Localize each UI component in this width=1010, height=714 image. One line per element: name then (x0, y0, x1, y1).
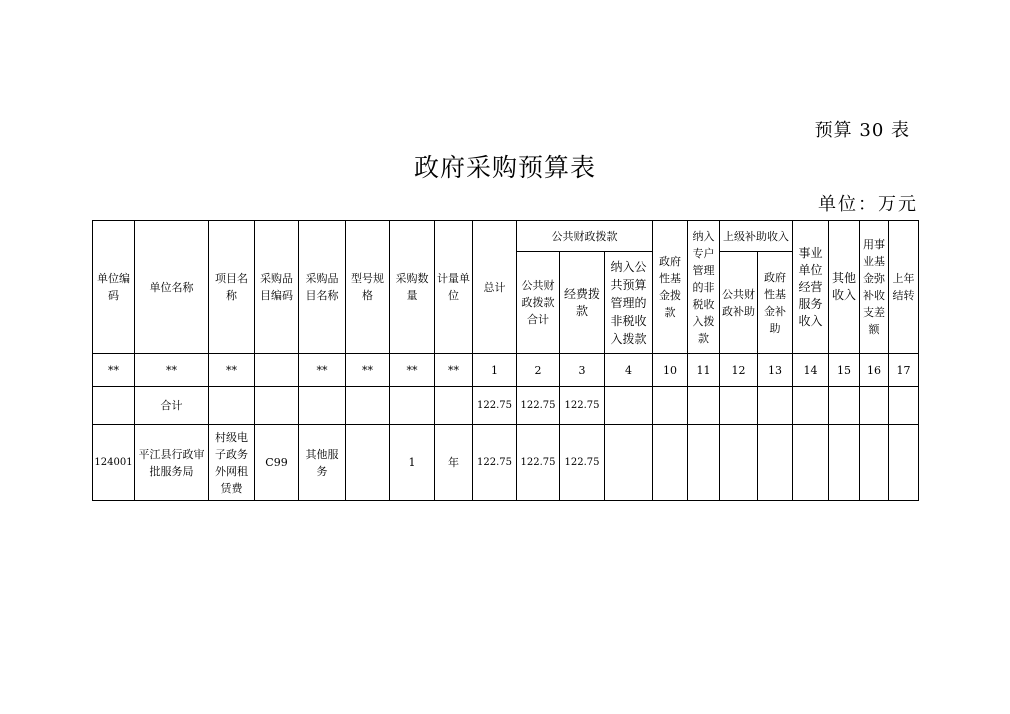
index-cell: 4 (605, 354, 653, 387)
subtotal-cell (605, 387, 653, 425)
header-nontax-budget: 纳入公共预算管理的非税收入拨款 (605, 252, 653, 354)
subtotal-label: 合计 (135, 387, 209, 425)
row-total: 122.75 (473, 425, 517, 501)
page-title: 政府采购预算表 (413, 153, 596, 182)
header-special-nontax: 纳入专户管理的非税收入拨款 (688, 221, 720, 354)
index-cell: ** (93, 354, 135, 387)
subtotal-cell (793, 387, 829, 425)
header-business-income: 事业单位经营服务收入 (793, 221, 829, 354)
row-cell (720, 425, 758, 501)
row-cell (860, 425, 889, 501)
row-public-finance-total: 122.75 (517, 425, 560, 501)
subtotal-cell (93, 387, 135, 425)
row-cell (829, 425, 860, 501)
form-number: 预算 30 表 (814, 120, 910, 141)
subtotal-cell (653, 387, 688, 425)
index-cell: ** (390, 354, 435, 387)
header-model-spec: 型号规格 (346, 221, 390, 354)
index-cell: 3 (560, 354, 605, 387)
unit-label: 单位：万元 (818, 194, 918, 215)
index-cell (255, 354, 299, 387)
index-cell: 2 (517, 354, 560, 387)
index-cell: 10 (653, 354, 688, 387)
subtotal-funding: 122.75 (560, 387, 605, 425)
header-prev-carryover: 上年结转 (889, 221, 919, 354)
subtotal-cell (860, 387, 889, 425)
index-row (93, 354, 919, 387)
header-public-subsidy: 公共财政补助 (720, 252, 758, 354)
row-project-name: 村级电子政务外网租赁费 (209, 425, 255, 501)
row-cell (793, 425, 829, 501)
header-public-finance: 公共财政拨款 (517, 221, 653, 252)
row-cell (653, 425, 688, 501)
header-total: 总计 (473, 221, 517, 354)
row-cell (889, 425, 919, 501)
row-cell (688, 425, 720, 501)
header-measure-unit: 计量单位 (435, 221, 473, 354)
header-row-1 (93, 221, 919, 252)
subtotal-cell (889, 387, 919, 425)
header-gov-fund-subsidy: 政府性基金补助 (758, 252, 793, 354)
subtotal-cell (209, 387, 255, 425)
header-unit-code: 单位编码 (93, 221, 135, 354)
header-unit-name: 单位名称 (135, 221, 209, 354)
subtotal-cell (255, 387, 299, 425)
row-unit-code: 124001 (93, 425, 135, 501)
index-cell: 15 (829, 354, 860, 387)
index-cell: 17 (889, 354, 919, 387)
header-public-finance-total: 公共财政拨款合计 (517, 252, 560, 354)
header-funding: 经费拨款 (560, 252, 605, 354)
row-funding: 122.75 (560, 425, 605, 501)
row-quantity: 1 (390, 425, 435, 501)
subtotal-cell (390, 387, 435, 425)
index-cell: 16 (860, 354, 889, 387)
header-reserve-fund: 用事业基金弥补收支差额 (860, 221, 889, 354)
subtotal-cell (758, 387, 793, 425)
index-cell: 12 (720, 354, 758, 387)
row-cell (605, 425, 653, 501)
subtotal-cell (829, 387, 860, 425)
index-cell: ** (435, 354, 473, 387)
header-upper-subsidy: 上级补助收入 (720, 221, 793, 252)
row-cell (758, 425, 793, 501)
subtotal-cell (688, 387, 720, 425)
index-cell: ** (209, 354, 255, 387)
subtotal-cell (299, 387, 346, 425)
subtotal-cell (435, 387, 473, 425)
index-cell: ** (299, 354, 346, 387)
table-row (93, 425, 919, 501)
header-item-name: 采购品目名称 (299, 221, 346, 354)
header-quantity: 采购数量 (390, 221, 435, 354)
row-measure-unit: 年 (435, 425, 473, 501)
index-cell: ** (346, 354, 390, 387)
index-cell: 13 (758, 354, 793, 387)
subtotal-public-finance-total: 122.75 (517, 387, 560, 425)
subtotal-row (93, 387, 919, 425)
procurement-budget-table (92, 220, 919, 501)
subtotal-cell (346, 387, 390, 425)
index-cell: 14 (793, 354, 829, 387)
header-other-income: 其他收入 (829, 221, 860, 354)
row-model-spec (346, 425, 390, 501)
header-project-name: 项目名称 (209, 221, 255, 354)
row-item-code: C99 (255, 425, 299, 501)
subtotal-total: 122.75 (473, 387, 517, 425)
index-cell: 11 (688, 354, 720, 387)
header-gov-fund: 政府性基金拨款 (653, 221, 688, 354)
index-cell: 1 (473, 354, 517, 387)
index-cell: ** (135, 354, 209, 387)
subtotal-cell (720, 387, 758, 425)
row-item-name: 其他服务 (299, 425, 346, 501)
row-unit-name: 平江县行政审批服务局 (135, 425, 209, 501)
header-item-code: 采购品目编码 (255, 221, 299, 354)
